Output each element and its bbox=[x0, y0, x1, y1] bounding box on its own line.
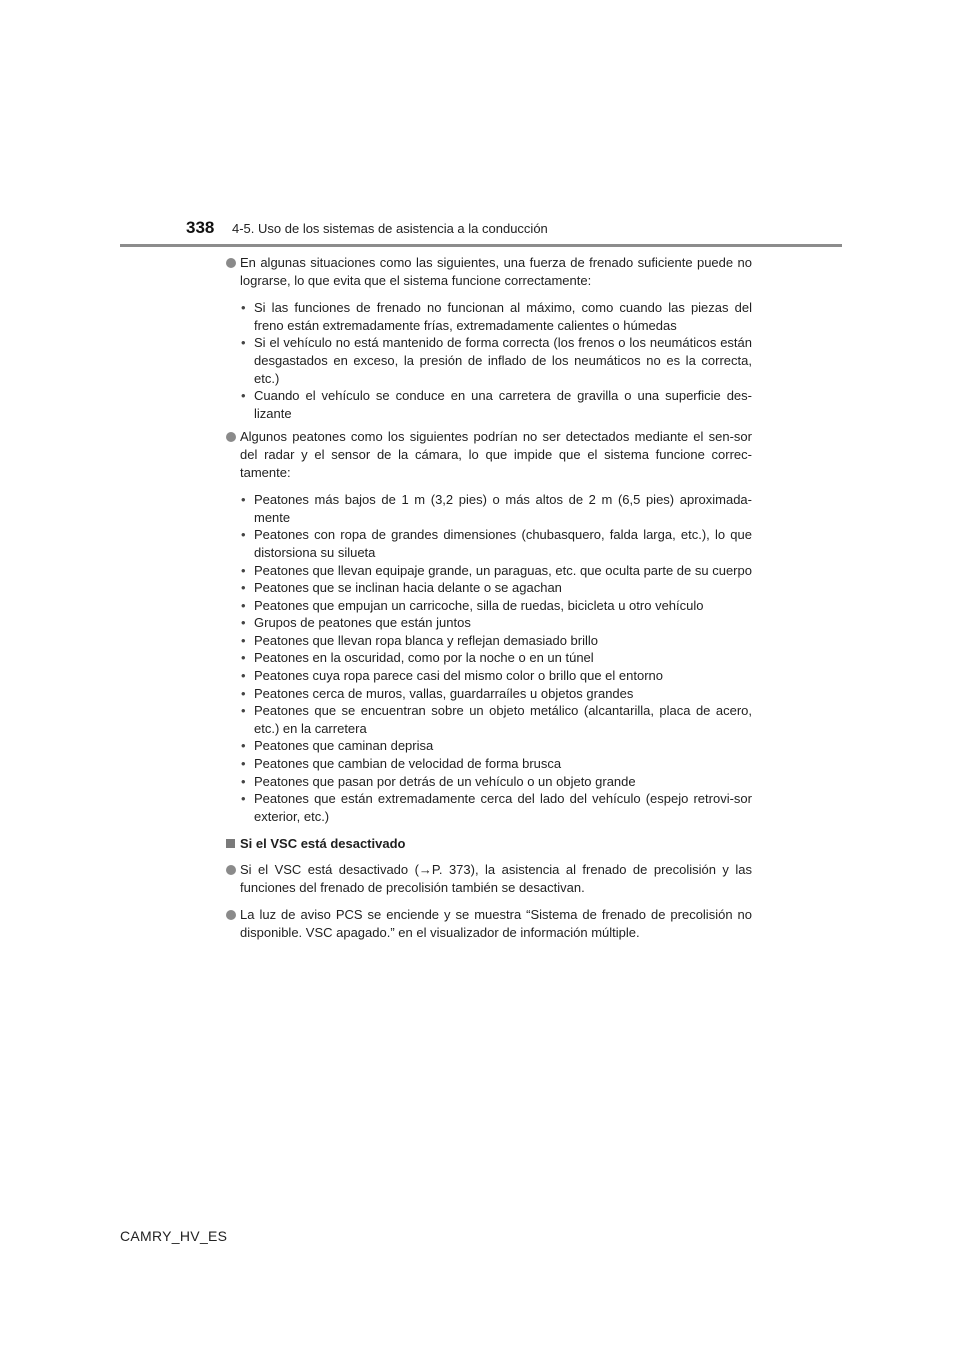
square-bullet-icon bbox=[226, 839, 235, 848]
list-item: • Peatones que se encuentran sobre un objeto metálico (alcantarilla, placa de acero, etc.) en la carretera bbox=[226, 702, 752, 737]
header-divider bbox=[120, 244, 842, 247]
list-item: • Peatones que llevan equipaje grande, un paraguas, etc. que oculta parte de su cuerpo bbox=[226, 562, 752, 580]
bullet-paragraph-vsc bbox=[226, 861, 752, 896]
circle-bullet-icon bbox=[226, 432, 236, 442]
circle-bullet-icon bbox=[226, 910, 236, 920]
list-item: • Si el vehículo no está mantenido de forma correcta (los frenos o los neumáticos están desgastados en exceso, la presión de inflado de los neumáticos no es la correcta, etc.) bbox=[226, 334, 752, 387]
circle-bullet-icon bbox=[226, 865, 236, 875]
page-header bbox=[0, 0, 960, 250]
page-content bbox=[226, 254, 752, 951]
list-item: • Peatones que empujan un carricoche, silla de ruedas, bicicleta u otro vehículo bbox=[226, 597, 752, 615]
bullet-text: En algunas situaciones como las siguientes, una fuerza de frenado suficiente puede no lograrse, lo que evita que el sistema funcione correctamente: bbox=[240, 255, 752, 288]
bullet-paragraph-braking bbox=[226, 254, 752, 289]
list-item: • Peatones cuya ropa parece casi del mismo color o brillo que el entorno bbox=[226, 667, 752, 685]
circle-bullet-icon bbox=[226, 258, 236, 268]
list-item: • Peatones cerca de muros, vallas, guardarraíles u objetos grandes bbox=[226, 685, 752, 703]
list-item: • Peatones más bajos de 1 m (3,2 pies) o más altos de 2 m (6,5 pies) aproximada-mente bbox=[226, 491, 752, 526]
list-item: • Grupos de peatones que están juntos bbox=[226, 614, 752, 632]
bullet-text: La luz de aviso PCS se enciende y se muestra “Sistema de frenado de precolisión no disponible. VSC apagado.” en el visualizador de información múltiple. bbox=[240, 907, 752, 940]
list-item: • Peatones en la oscuridad, como por la noche o en un túnel bbox=[226, 649, 752, 667]
list-item: • Peatones que pasan por detrás de un vehículo o un objeto grande bbox=[226, 773, 752, 791]
list-item: • Peatones que cambian de velocidad de forma brusca bbox=[226, 755, 752, 773]
list-item: • Peatones que caminan deprisa bbox=[226, 737, 752, 755]
subheading-vsc-off bbox=[226, 835, 752, 853]
braking-conditions-list bbox=[226, 299, 752, 422]
list-item: • Peatones que están extremadamente cerca del lado del vehículo (espejo retrovi-sor exterior, etc.) bbox=[226, 790, 752, 825]
list-item: • Si las funciones de frenado no funcionan al máximo, como cuando las piezas del freno están extremadamente frías, extremadamente calientes o húmedas bbox=[226, 299, 752, 334]
list-item: • Peatones que llevan ropa blanca y reflejan demasiado brillo bbox=[226, 632, 752, 650]
list-item: • Peatones que se inclinan hacia delante o se agachan bbox=[226, 579, 752, 597]
bullet-text: Algunos peatones como los siguientes podrían no ser detectados mediante el sen-sor del radar y el sensor de la cámara, lo que impide que el sistema funcione correc-tamente: bbox=[240, 429, 752, 480]
pedestrian-conditions-list bbox=[226, 491, 752, 825]
list-item: • Cuando el vehículo se conduce en una carretera de gravilla o una superficie des-lizante bbox=[226, 387, 752, 422]
list-item: • Peatones con ropa de grandes dimensiones (chubasquero, falda larga, etc.), lo que distorsiona su silueta bbox=[226, 526, 752, 561]
subheading-text: Si el VSC está desactivado bbox=[240, 836, 406, 852]
model-code: CAMRY_HV_ES bbox=[120, 1228, 228, 1244]
bullet-text: Si el VSC está desactivado (→P. 373), la asistencia al frenado de precolisión y las funciones del frenado de precolisión también se desactivan. bbox=[240, 862, 752, 895]
bullet-paragraph-warning-light bbox=[226, 906, 752, 941]
bullet-paragraph-pedestrians bbox=[226, 428, 752, 481]
section-title: 4-5. Uso de los sistemas de asistencia a la conducción bbox=[232, 221, 548, 236]
page-number: 338 bbox=[186, 218, 215, 237]
